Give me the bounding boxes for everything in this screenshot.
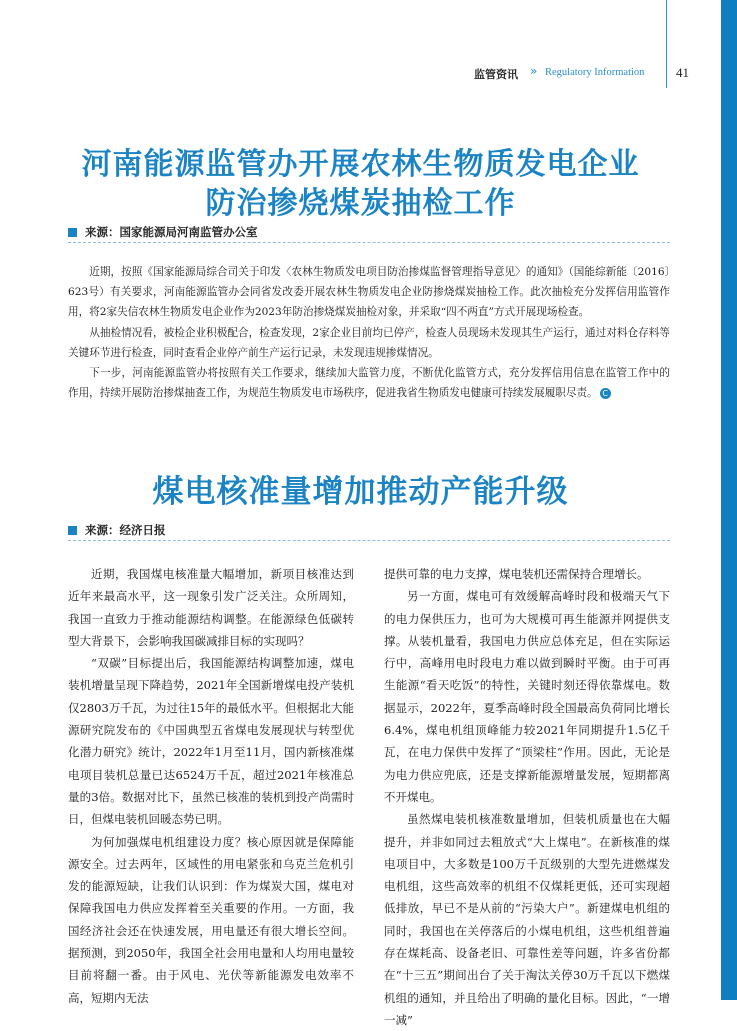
source-square-icon: [68, 228, 77, 237]
article1-paragraph: 近期，按照《国家能源局综合司关于印发〈农林生物质发电项目防治掺煤监督管理指导意见〉的通知》（国能综新能〔2016〕623号）有关要求，河南能源监管办会同省发改委开展农林生物质发电企业防掺烧煤炭抽检工作。此次抽检充分发挥信用监管作用，将2家失信农林生物质发电企业作为2023年防治掺烧煤炭抽检对象，并采取“四不两直”方式开展现场检查。: [68, 266, 670, 319]
source-square-icon: [68, 526, 77, 535]
article2-paragraph: 近期，我国煤电核准量大幅增加，新项目核准达到近年来最高水平，这一现象引发广泛关注。众所周知，我国一直致力于推动能源结构调整。在能源绿色低碳转型大背景下，会影响我国碳减排目标的实现吗？: [68, 567, 354, 648]
page-edge-color-bar: [721, 0, 737, 1000]
article1-paragraph: [68, 363, 670, 403]
article2-paragraph: 为何加强煤电机组建设力度？核心原因就是保障能源安全。过去两年，区域性的用电紧张和乌克兰危机引发的能源短缺，让我们认识到：作为煤炭大国，煤电对保障我国电力供应发挥着至关重要的作用。一方面，我国经济社会还在快速发展，用电量还有很大增长空间。据预测，到2050年，我国全社会用电量和人均用电量较目前将翻一番。由于风电、光伏等新能源发电效率不高，短期内无法: [68, 834, 354, 1005]
article2-source: [68, 520, 670, 540]
running-header: [0, 62, 700, 84]
article1-title-line2: 防治掺烧煤炭抽检工作: [205, 186, 516, 221]
article1-source-text: 来源：国家能源局河南监管办公室: [85, 225, 258, 239]
article2-right-column: [384, 563, 670, 1031]
section-title-cn: 监管资讯: [474, 68, 518, 81]
article1-paragraph: 从抽检情况看，被检企业积极配合，检查发现，2家企业目前均已停产，检查人员现场未发现其生产运行，通过对料仓存料等关键环节进行检查，同时查看企业停产前生产运行记录，未发现违规掺煤情况。: [68, 326, 670, 359]
source-divider: [68, 242, 670, 243]
article1-title-line1: 河南能源监管办开展农林生物质发电企业: [81, 147, 640, 182]
source-divider: [68, 540, 670, 541]
double-chevron-icon: »: [530, 64, 538, 78]
end-mark-icon: C: [600, 388, 611, 399]
article1-paragraph-text: 下一步，河南能源监管办将按照有关工作要求，继续加大监管力度，不断优化监管方式，充分发挥信用信息在监管工作中的作用，持续开展防治掺煤抽查工作，为规范生物质发电市场秩序，促进我省生物质发电健康可持续发展履职尽责。: [68, 367, 670, 400]
article2-paragraph: 虽然煤电装机核准数量增加，但装机质量也在大幅提升，并非如同过去粗放式“大上煤电”。在新核准的煤电项目中，大多数是100万千瓦级别的大型先进燃煤发电机组，这些高效率的机组不仅煤耗更低，还可实现超低排放，早已不是从前的“污染大户”。新建煤电机组的同时，我国也在关停落后的小煤电机组，这些机组普遍存在煤耗高、设备老旧、可靠性差等问题，许多省份都在“十三五”期间出台了关于淘汰关停30万千瓦以下燃煤机组的通知，并且给出了明确的量化目标。因此，“一增一减”: [384, 812, 670, 1027]
article2-paragraph: “双碳”目标提出后，我国能源结构调整加速，煤电装机增量呈现下降趋势，2021年全国新增煤电投产装机仅2803万千瓦，为过往15年的最低水平。但根据北大能源研究院发布的《中国典型五省煤电发展现状与转型优化潜力研究》统计，2022年1月至11月，国内新核准煤电项目装机总量已达6524万千瓦，超过2021年核准总量的3倍。数据对比下，虽然已核准的装机到投产尚需时日，但煤电装机回暖态势已明。: [68, 656, 354, 827]
section-title-en: Regulatory Information: [545, 67, 645, 78]
article1-source: [68, 222, 670, 242]
article2-source-text: 来源：经济日报: [85, 523, 166, 537]
page-number: 41: [676, 65, 689, 80]
article2-paragraph: 另一方面，煤电可有效缓解高峰时段和极端天气下的电力保供压力，也可为大规模可再生能源并网提供支撑。从装机量看，我国电力供应总体充足，但在实际运行中，高峰用电时段电力难以做到瞬时平衡。由于可再生能源“看天吃饭”的特性，关键时刻还得依靠煤电。数据显示，2022年，夏季高峰时段全国最高负荷同比增长6.4%，煤电机组顶峰能力较2021年同期提升1.5亿千瓦，在电力保供中发挥了“顶梁柱”作用。因此，无论是为电力供应兜底，还是支撑新能源增量发展，短期都离不开煤电。: [384, 589, 670, 804]
article2-title: 煤电核准量增加推动产能升级: [152, 474, 569, 510]
article2-paragraph-continuation: 提供可靠的电力支撑，煤电装机还需保持合理增长。: [384, 567, 649, 581]
article2-left-column: [68, 563, 354, 1009]
article1-body: [68, 262, 670, 403]
